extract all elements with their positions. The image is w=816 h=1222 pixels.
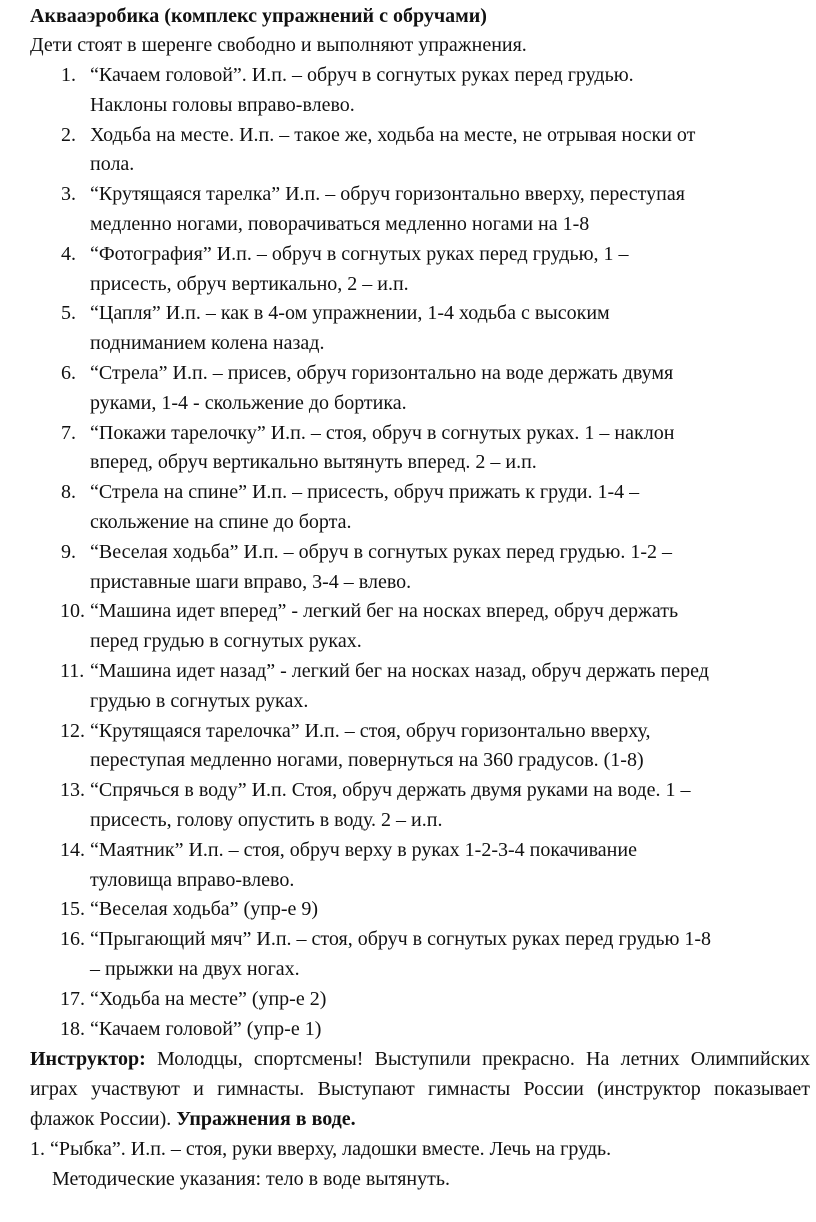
water-exercise-line1: 1. “Рыбка”. И.п. – стоя, руки вверху, ладошки вместе. Лечь на грудь.	[30, 1138, 612, 1161]
exercise-item	[30, 240, 810, 300]
exercise-number: 16.	[60, 928, 85, 951]
exercise-item	[30, 180, 810, 240]
exercise-number: 15.	[60, 898, 85, 921]
exercise-line: “Ходьба на месте” (упр-е 2)	[90, 987, 327, 1010]
exercise-line: “Стрела” И.п. – присев, обруч горизонтально на воде держать двумя	[90, 361, 674, 384]
exercise-number: 12.	[60, 719, 85, 742]
exercise-number: 1.	[61, 64, 76, 86]
exercise-number: 11.	[60, 659, 85, 682]
instructor-paragraph	[30, 1044, 810, 1134]
exercise-number: 10.	[60, 600, 85, 623]
exercise-line: “Веселая ходьба” И.п. – обруч в согнутых руках перед грудью. 1-2 –	[90, 540, 673, 563]
exercise-line: присесть, голову опустить в воду. 2 – и.п.	[90, 808, 443, 831]
exercise-item	[30, 597, 810, 657]
exercise-number: 18.	[60, 1017, 85, 1040]
exercise-line: руками, 1-4 - скольжение до бортика.	[90, 391, 407, 414]
exercise-line: скольжение на спине до борта.	[90, 510, 352, 533]
exercise-item	[30, 836, 810, 896]
exercise-item	[30, 895, 810, 925]
exercise-item	[30, 717, 810, 777]
exercise-line: “Машина идет вперед” - легкий бег на носках вперед, обруч держать	[90, 600, 679, 623]
exercise-line: присесть, обруч вертикально, 2 – и.п.	[90, 272, 409, 295]
instructor-label: Инструктор:	[30, 1048, 146, 1071]
intro-text: Дети стоят в шеренге свободно и выполняют упражнения.	[30, 34, 527, 56]
exercise-item	[30, 985, 810, 1015]
water-exercises-heading: Упражнения в воде.	[176, 1108, 356, 1131]
exercise-line: – прыжки на двух ногах.	[90, 957, 300, 980]
document-page	[30, 2, 810, 1194]
instructor-text: Молодцы, спортсмены! Выступили прекрасно. На летних Олимпийских играх участвуют и гимнасты. Выступают гимнасты России (инструктор показывает флажок России).	[30, 1048, 810, 1131]
exercise-line: “Качаем головой” (упр-е 1)	[90, 1017, 322, 1040]
exercise-line: “Прыгающий мяч” И.п. – стоя, обруч в согнутых руках перед грудью 1-8	[90, 928, 712, 951]
exercise-item	[30, 419, 810, 479]
water-exercise-note: Методические указания: тело в воде вытянуть.	[52, 1168, 450, 1191]
exercise-number: 8.	[61, 481, 76, 504]
water-exercise-item	[30, 1134, 810, 1194]
exercise-line: “Маятник” И.п. – стоя, обруч верху в руках 1-2-3-4 покачивание	[90, 838, 637, 861]
exercise-number: 3.	[61, 183, 76, 206]
exercise-number: 17.	[60, 987, 85, 1010]
exercise-line: Наклоны головы вправо-влево.	[90, 93, 355, 116]
exercise-line: “Веселая ходьба” (упр-е 9)	[90, 898, 319, 921]
exercise-line: подниманием колена назад.	[90, 332, 325, 355]
exercise-list	[30, 61, 810, 1044]
exercise-line: “Спрячься в воду” И.п. Стоя, обруч держать двумя руками на воде. 1 –	[90, 779, 691, 802]
exercise-line: “Цапля” И.п. – как в 4-ом упражнении, 1-4 ходьба с высоким	[90, 302, 610, 325]
exercise-line: “Крутящаяся тарелка” И.п. – обруч горизонтально вверху, переступая	[90, 183, 685, 206]
exercise-number: 2.	[61, 123, 76, 146]
exercise-line: перед грудью в согнутых руках.	[90, 630, 362, 653]
exercise-item	[30, 299, 810, 359]
exercise-number: 14.	[60, 838, 85, 861]
exercise-item	[30, 925, 810, 985]
exercise-line: “Покажи тарелочку” И.п. – стоя, обруч в согнутых руках. 1 – наклон	[90, 421, 675, 444]
exercise-line: приставные шаги вправо, 3-4 – влево.	[90, 570, 412, 593]
exercise-number: 4.	[61, 242, 76, 265]
exercise-item	[30, 61, 810, 121]
exercise-number: 7.	[61, 421, 76, 444]
document-title: Аквааэробика (комплекс упражнений с обручами)	[30, 5, 487, 27]
exercise-line: “Фотография” И.п. – обруч в согнутых руках перед грудью, 1 –	[90, 242, 629, 265]
exercise-item	[30, 776, 810, 836]
exercise-item	[30, 478, 810, 538]
exercise-item	[30, 1015, 810, 1045]
exercise-item	[30, 657, 810, 717]
exercise-line: туловища вправо-влево.	[90, 868, 295, 891]
exercise-line: Ходьба на месте. И.п. – такое же, ходьба на месте, не отрывая носки от	[90, 123, 696, 146]
exercise-number: 9.	[61, 540, 76, 563]
exercise-line: переступая медленно ногами, повернуться на 360 градусов. (1-8)	[90, 749, 644, 772]
exercise-line: медленно ногами, поворачиваться медленно ногами на 1-8	[90, 212, 590, 235]
exercise-line: “Качаем головой”. И.п. – обруч в согнутых руках перед грудью.	[90, 64, 634, 86]
exercise-item	[30, 359, 810, 419]
exercise-number: 5.	[61, 302, 76, 325]
exercise-line: “Машина идет назад” - легкий бег на носках назад, обруч держать перед	[90, 659, 709, 682]
exercise-item	[30, 538, 810, 598]
exercise-item	[30, 121, 810, 181]
exercise-number: 13.	[60, 779, 85, 802]
exercise-line: “Крутящаяся тарелочка” И.п. – стоя, обруч горизонтально вверху,	[90, 719, 651, 742]
exercise-number: 6.	[61, 361, 76, 384]
exercise-line: “Стрела на спине” И.п. – присесть, обруч прижать к груди. 1-4 –	[90, 481, 640, 504]
exercise-line: грудью в согнутых руках.	[90, 689, 309, 712]
exercise-line: пола.	[90, 153, 135, 176]
exercise-line: вперед, обруч вертикально вытянуть вперед. 2 – и.п.	[90, 451, 537, 474]
